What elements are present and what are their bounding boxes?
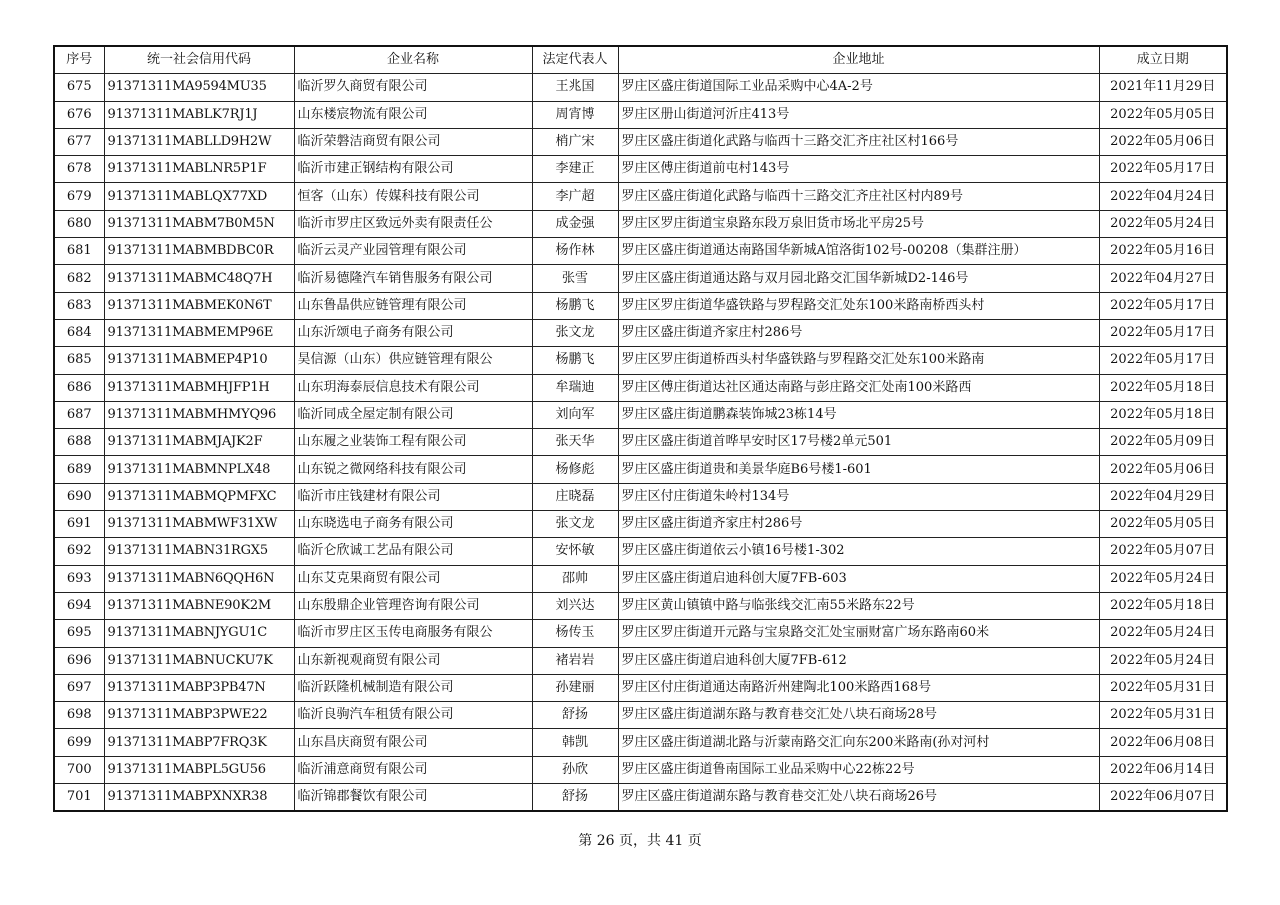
cell-legal-representative: 李建正	[532, 156, 618, 183]
cell-credit-code: 91371311MABMHJFP1H	[104, 374, 294, 401]
cell-serial-number: 697	[54, 674, 104, 701]
cell-credit-code: 91371311MABMEP4P10	[104, 347, 294, 374]
cell-company-address: 罗庄区盛庄街道启迪科创大厦7FB-603	[618, 565, 1099, 592]
cell-legal-representative: 庄晓磊	[532, 483, 618, 510]
table-row	[54, 374, 1227, 401]
cell-credit-code: 91371311MABMBDBC0R	[104, 238, 294, 265]
cell-company-name: 昊信源（山东）供应链管理有限公	[294, 347, 532, 374]
header-company-name: 企业名称	[294, 46, 532, 74]
cell-established-date: 2022年05月06日	[1099, 128, 1227, 155]
cell-serial-number: 686	[54, 374, 104, 401]
cell-credit-code: 91371311MABMWF31XW	[104, 511, 294, 538]
cell-established-date: 2022年05月18日	[1099, 374, 1227, 401]
cell-legal-representative: 张文龙	[532, 511, 618, 538]
cell-credit-code: 91371311MABMQPMFXC	[104, 483, 294, 510]
table-row	[54, 292, 1227, 319]
cell-serial-number: 684	[54, 319, 104, 346]
cell-established-date: 2022年05月06日	[1099, 456, 1227, 483]
cell-company-address: 罗庄区傅庄街道达社区通达南路与彭庄路交汇处南100米路西	[618, 374, 1099, 401]
cell-company-name: 山东殷鼎企业管理咨询有限公司	[294, 592, 532, 619]
cell-company-address: 罗庄区罗庄街道开元路与宝泉路交汇处宝丽财富广场东路南60米	[618, 620, 1099, 647]
cell-company-address: 罗庄区册山街道河沂庄413号	[618, 101, 1099, 128]
cell-company-name: 山东艾克果商贸有限公司	[294, 565, 532, 592]
cell-established-date: 2022年05月31日	[1099, 702, 1227, 729]
cell-company-name: 山东玥海泰辰信息技术有限公司	[294, 374, 532, 401]
cell-company-name: 临沂仑欣诚工艺品有限公司	[294, 538, 532, 565]
cell-credit-code: 91371311MABNE90K2M	[104, 592, 294, 619]
cell-serial-number: 690	[54, 483, 104, 510]
cell-legal-representative: 刘兴达	[532, 592, 618, 619]
cell-legal-representative: 刘向军	[532, 401, 618, 428]
cell-established-date: 2022年05月17日	[1099, 319, 1227, 346]
table-row	[54, 756, 1227, 783]
cell-credit-code: 91371311MABLQX77XD	[104, 183, 294, 210]
cell-company-address: 罗庄区盛庄街道鹏森装饰城23栋14号	[618, 401, 1099, 428]
cell-credit-code: 91371311MABM7B0M5N	[104, 210, 294, 237]
cell-legal-representative: 张文龙	[532, 319, 618, 346]
cell-serial-number: 698	[54, 702, 104, 729]
table-row	[54, 784, 1227, 812]
table-row	[54, 647, 1227, 674]
cell-established-date: 2022年05月31日	[1099, 674, 1227, 701]
cell-company-name: 山东鲁晶供应链管理有限公司	[294, 292, 532, 319]
cell-established-date: 2022年05月07日	[1099, 538, 1227, 565]
cell-serial-number: 701	[54, 784, 104, 812]
cell-established-date: 2022年05月17日	[1099, 156, 1227, 183]
cell-company-address: 罗庄区盛庄街道湖东路与教育巷交汇处八块石商场28号	[618, 702, 1099, 729]
cell-established-date: 2022年06月08日	[1099, 729, 1227, 756]
cell-legal-representative: 安怀敏	[532, 538, 618, 565]
header-credit-code: 统一社会信用代码	[104, 46, 294, 74]
cell-company-address: 罗庄区盛庄街道齐家庄村286号	[618, 319, 1099, 346]
cell-credit-code: 91371311MABLLD9H2W	[104, 128, 294, 155]
cell-established-date: 2022年05月24日	[1099, 210, 1227, 237]
cell-company-name: 山东沂颂电子商务有限公司	[294, 319, 532, 346]
cell-company-address: 罗庄区盛庄街道化武路与临西十三路交汇齐庄社区村166号	[618, 128, 1099, 155]
table-row	[54, 238, 1227, 265]
cell-company-name: 临沂荣磐洁商贸有限公司	[294, 128, 532, 155]
cell-legal-representative: 舒扬	[532, 702, 618, 729]
cell-legal-representative: 杨鹏飞	[532, 292, 618, 319]
cell-company-address: 罗庄区盛庄街道依云小镇16号楼1-302	[618, 538, 1099, 565]
cell-legal-representative: 韩凯	[532, 729, 618, 756]
cell-legal-representative: 周宵博	[532, 101, 618, 128]
cell-legal-representative: 杨作林	[532, 238, 618, 265]
cell-credit-code: 91371311MABP3PB47N	[104, 674, 294, 701]
cell-established-date: 2022年06月07日	[1099, 784, 1227, 812]
cell-established-date: 2022年05月05日	[1099, 101, 1227, 128]
cell-serial-number: 694	[54, 592, 104, 619]
cell-company-name: 临沂市庄钱建材有限公司	[294, 483, 532, 510]
table-row	[54, 74, 1227, 101]
cell-company-name: 山东新视观商贸有限公司	[294, 647, 532, 674]
cell-serial-number: 675	[54, 74, 104, 101]
cell-credit-code: 91371311MABN6QQH6N	[104, 565, 294, 592]
cell-serial-number: 680	[54, 210, 104, 237]
cell-company-address: 罗庄区罗庄街道华盛铁路与罗程路交汇处东100米路南桥西头村	[618, 292, 1099, 319]
cell-legal-representative: 杨鹏飞	[532, 347, 618, 374]
cell-credit-code: 91371311MABP7FRQ3K	[104, 729, 294, 756]
cell-established-date: 2022年04月24日	[1099, 183, 1227, 210]
table-row	[54, 565, 1227, 592]
cell-serial-number: 693	[54, 565, 104, 592]
cell-serial-number: 676	[54, 101, 104, 128]
cell-company-name: 山东昌庆商贸有限公司	[294, 729, 532, 756]
table-row	[54, 128, 1227, 155]
cell-established-date: 2022年06月14日	[1099, 756, 1227, 783]
cell-serial-number: 691	[54, 511, 104, 538]
cell-credit-code: 91371311MABMEMP96E	[104, 319, 294, 346]
cell-company-address: 罗庄区盛庄街道鲁南国际工业品采购中心22栋22号	[618, 756, 1099, 783]
table-header-row	[54, 46, 1227, 74]
cell-company-name: 临沂易德隆汽车销售服务有限公司	[294, 265, 532, 292]
cell-legal-representative: 梢广宋	[532, 128, 618, 155]
cell-company-name: 山东楼宸物流有限公司	[294, 101, 532, 128]
cell-serial-number: 695	[54, 620, 104, 647]
cell-serial-number: 688	[54, 429, 104, 456]
cell-established-date: 2022年05月17日	[1099, 292, 1227, 319]
cell-company-name: 临沂市罗庄区玉传电商服务有限公	[294, 620, 532, 647]
cell-established-date: 2022年05月24日	[1099, 647, 1227, 674]
cell-company-name: 临沂市建正钢结构有限公司	[294, 156, 532, 183]
cell-credit-code: 91371311MABMHMYQ96	[104, 401, 294, 428]
table-row	[54, 674, 1227, 701]
cell-legal-representative: 舒扬	[532, 784, 618, 812]
table-row	[54, 156, 1227, 183]
cell-established-date: 2022年05月05日	[1099, 511, 1227, 538]
cell-company-address: 罗庄区付庄街道通达南路沂州建陶北100米路西168号	[618, 674, 1099, 701]
cell-serial-number: 685	[54, 347, 104, 374]
cell-established-date: 2022年05月17日	[1099, 347, 1227, 374]
cell-legal-representative: 孙欣	[532, 756, 618, 783]
cell-serial-number: 689	[54, 456, 104, 483]
cell-company-address: 罗庄区盛庄街道齐家庄村286号	[618, 511, 1099, 538]
cell-company-name: 临沂浦意商贸有限公司	[294, 756, 532, 783]
cell-credit-code: 91371311MABMC48Q7H	[104, 265, 294, 292]
cell-established-date: 2022年05月24日	[1099, 620, 1227, 647]
cell-company-name: 临沂罗久商贸有限公司	[294, 74, 532, 101]
cell-established-date: 2022年05月18日	[1099, 592, 1227, 619]
cell-company-address: 罗庄区盛庄街道湖北路与沂蒙南路交汇向东200米路南(孙对河村	[618, 729, 1099, 756]
cell-established-date: 2022年05月16日	[1099, 238, 1227, 265]
cell-company-name: 山东履之业装饰工程有限公司	[294, 429, 532, 456]
cell-company-address: 罗庄区罗庄街道桥西头村华盛铁路与罗程路交汇处东100米路南	[618, 347, 1099, 374]
table-row	[54, 347, 1227, 374]
cell-company-name: 临沂云灵产业园管理有限公司	[294, 238, 532, 265]
cell-company-name: 临沂同成全屋定制有限公司	[294, 401, 532, 428]
cell-legal-representative: 张天华	[532, 429, 618, 456]
table-row	[54, 183, 1227, 210]
cell-established-date: 2022年04月27日	[1099, 265, 1227, 292]
cell-credit-code: 91371311MABMNPLX48	[104, 456, 294, 483]
cell-company-address: 罗庄区盛庄街道国际工业品采购中心4A-2号	[618, 74, 1099, 101]
cell-serial-number: 699	[54, 729, 104, 756]
header-serial-number: 序号	[54, 46, 104, 74]
cell-credit-code: 91371311MABN31RGX5	[104, 538, 294, 565]
table-row	[54, 702, 1227, 729]
cell-credit-code: 91371311MABMJAJK2F	[104, 429, 294, 456]
table-row	[54, 729, 1227, 756]
cell-legal-representative: 邵帅	[532, 565, 618, 592]
table-row	[54, 592, 1227, 619]
cell-company-name: 山东晓选电子商务有限公司	[294, 511, 532, 538]
cell-credit-code: 91371311MABMEK0N6T	[104, 292, 294, 319]
table-row	[54, 265, 1227, 292]
cell-serial-number: 683	[54, 292, 104, 319]
page-number: 第 26 页，共 41 页	[578, 833, 702, 849]
table-row	[54, 319, 1227, 346]
cell-credit-code: 91371311MABPXNXR38	[104, 784, 294, 812]
cell-company-address: 罗庄区黄山镇镇中路与临张线交汇南55米路东22号	[618, 592, 1099, 619]
cell-serial-number: 700	[54, 756, 104, 783]
cell-legal-representative: 李广超	[532, 183, 618, 210]
cell-credit-code: 91371311MA9594MU35	[104, 74, 294, 101]
cell-established-date: 2022年05月24日	[1099, 565, 1227, 592]
cell-legal-representative: 王兆国	[532, 74, 618, 101]
header-established-date: 成立日期	[1099, 46, 1227, 74]
cell-company-address: 罗庄区盛庄街道贵和美景华庭B6号楼1-601	[618, 456, 1099, 483]
cell-company-address: 罗庄区傅庄街道前屯村143号	[618, 156, 1099, 183]
cell-serial-number: 692	[54, 538, 104, 565]
cell-company-address: 罗庄区盛庄街道通达南路国华新城A馆洛街102号-00208（集群注册）	[618, 238, 1099, 265]
cell-established-date: 2022年04月29日	[1099, 483, 1227, 510]
table-row	[54, 429, 1227, 456]
cell-established-date: 2021年11月29日	[1099, 74, 1227, 101]
cell-company-address: 罗庄区付庄街道朱岭村134号	[618, 483, 1099, 510]
header-company-address: 企业地址	[618, 46, 1099, 74]
table-row	[54, 210, 1227, 237]
cell-company-address: 罗庄区盛庄街道化武路与临西十三路交汇齐庄社区村内89号	[618, 183, 1099, 210]
cell-serial-number: 681	[54, 238, 104, 265]
cell-company-address: 罗庄区盛庄街道启迪科创大厦7FB-612	[618, 647, 1099, 674]
cell-legal-representative: 杨传玉	[532, 620, 618, 647]
cell-company-name: 临沂市罗庄区致远外卖有限责任公	[294, 210, 532, 237]
cell-company-name: 山东锐之微网络科技有限公司	[294, 456, 532, 483]
cell-company-name: 临沂良驹汽车租赁有限公司	[294, 702, 532, 729]
cell-credit-code: 91371311MABNJYGU1C	[104, 620, 294, 647]
header-legal-representative: 法定代表人	[532, 46, 618, 74]
cell-company-name: 临沂锦郡餐饮有限公司	[294, 784, 532, 812]
cell-credit-code: 91371311MABPL5GU56	[104, 756, 294, 783]
table-row	[54, 401, 1227, 428]
table-body	[54, 74, 1227, 812]
cell-serial-number: 679	[54, 183, 104, 210]
table-row	[54, 101, 1227, 128]
cell-credit-code: 91371311MABP3PWE22	[104, 702, 294, 729]
cell-company-name: 恒客（山东）传媒科技有限公司	[294, 183, 532, 210]
cell-established-date: 2022年05月18日	[1099, 401, 1227, 428]
cell-serial-number: 677	[54, 128, 104, 155]
cell-legal-representative: 张雪	[532, 265, 618, 292]
cell-credit-code: 91371311MABNUCKU7K	[104, 647, 294, 674]
cell-serial-number: 696	[54, 647, 104, 674]
cell-company-address: 罗庄区盛庄街道通达路与双月园北路交汇国华新城D2-146号	[618, 265, 1099, 292]
table-row	[54, 538, 1227, 565]
cell-legal-representative: 褚岩岩	[532, 647, 618, 674]
cell-established-date: 2022年05月09日	[1099, 429, 1227, 456]
cell-company-address: 罗庄区罗庄街道宝泉路东段万泉旧货市场北平房25号	[618, 210, 1099, 237]
enterprise-registry-table	[53, 45, 1228, 812]
cell-legal-representative: 成金强	[532, 210, 618, 237]
cell-legal-representative: 牟瑞迪	[532, 374, 618, 401]
table-row	[54, 483, 1227, 510]
cell-serial-number: 678	[54, 156, 104, 183]
table-row	[54, 620, 1227, 647]
table-row	[54, 456, 1227, 483]
cell-legal-representative: 孙建丽	[532, 674, 618, 701]
cell-credit-code: 91371311MABLNR5P1F	[104, 156, 294, 183]
cell-legal-representative: 杨修彪	[532, 456, 618, 483]
cell-company-name: 临沂跃隆机械制造有限公司	[294, 674, 532, 701]
cell-company-address: 罗庄区盛庄街道湖东路与教育巷交汇处八块石商场26号	[618, 784, 1099, 812]
cell-company-address: 罗庄区盛庄街道首哗早安时区17号楼2单元501	[618, 429, 1099, 456]
cell-serial-number: 687	[54, 401, 104, 428]
table-row	[54, 511, 1227, 538]
cell-serial-number: 682	[54, 265, 104, 292]
cell-credit-code: 91371311MABLK7RJ1J	[104, 101, 294, 128]
